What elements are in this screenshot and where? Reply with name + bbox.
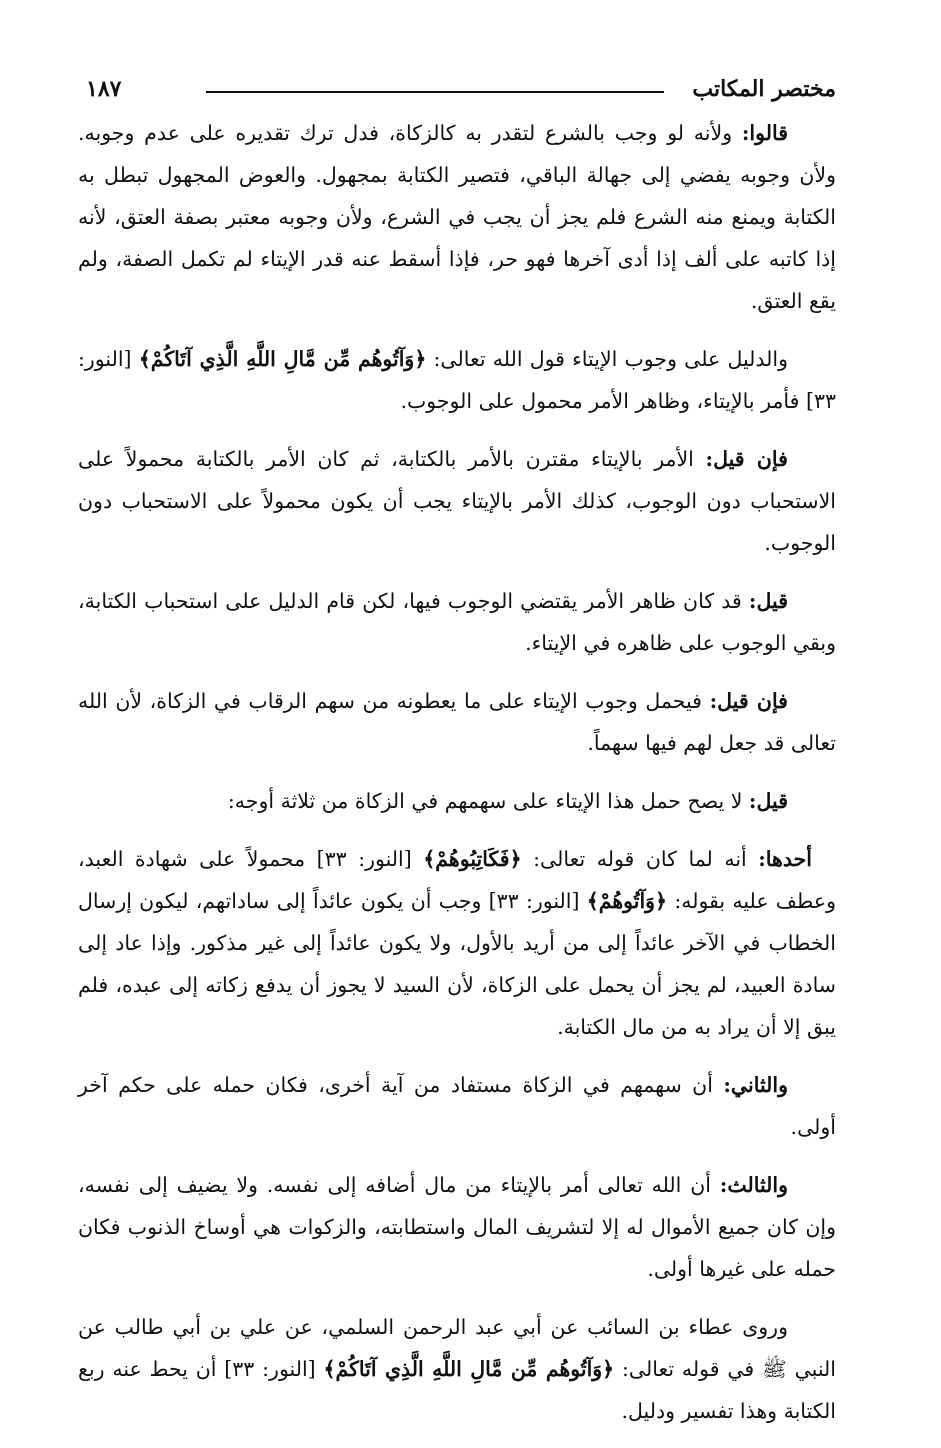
- running-title: مختصر المكاتب: [692, 76, 836, 102]
- paragraph-text: أن الله تعالى أمر بالإيتاء من مال أضافه إلى نفسه. ولا يضيف إلى نفسه، وإن كان جميع الأموال له إلا لتشريف المال واستطابته، والزكوات هي أوساخ الذنوب فكان حمله على غيرها أولى.: [78, 1173, 836, 1281]
- paragraph-lead: والثاني:: [723, 1073, 788, 1097]
- paragraph: [78, 838, 836, 1048]
- paragraph: [78, 580, 836, 664]
- page-header: [78, 72, 836, 106]
- paragraph-text: قد كان ظاهر الأمر يقتضي الوجوب فيها، لكن قام الدليل على استحباب الكتابة، وبقي الوجوب على ظاهره في الإيتاء.: [78, 589, 836, 655]
- paragraph-lead: أحدها:: [758, 847, 812, 871]
- paragraph-text: [النور: ٣٣] محمولاً على شهادة العبد، وعطف عليه بقوله:: [78, 847, 836, 913]
- paragraph: [78, 112, 836, 322]
- quran-quote: ﴿وَآتُوهُم مِّن مَّالِ اللَّهِ الَّذِي آتَاكُمْ﴾: [138, 347, 427, 371]
- paragraph-lead: قيل:: [748, 589, 788, 613]
- paragraph-text: ولأنه لو وجب بالشرع لتقدر به كالزكاة، فدل ترك تقديره على عدم وجوبه. ولأن وجوبه يفضي إلى جهالة الباقي، فتصير الكتابة بمجهول. والعوض المجهول تبطل به الكتابة ويمنع منه الشرع فلم يجز أن يجب في الشرع، ولأن وجوبه معتبر بصفة العتق، لأنه إذا كاتبه على ألف إذا أدى آخرها فهو حر، فإذا أسقط عنه قدر الإيتاء لم تكمل الصفة، ولم يقع العتق.: [78, 121, 836, 313]
- paragraph-lead: قالوا:: [741, 121, 788, 145]
- paragraph: [78, 338, 836, 422]
- paragraph-text: والدليل على وجوب الإيتاء قول الله تعالى:: [426, 347, 789, 371]
- paragraph: [78, 680, 836, 764]
- paragraph-text: الأمر بالإيتاء مقترن بالأمر بالكتابة، ثم كان الأمر بالكتابة محمولاً على الاستحباب دون الوجوب، كذلك الأمر بالإيتاء يجب أن يكون محمولاً على الاستحباب دون الوجوب.: [78, 447, 836, 555]
- paragraph-lead: فإن قيل:: [709, 689, 788, 713]
- paragraph-text: [النور: ٣٣] فأمر بالإيتاء، وظاهر الأمر محمول على الوجوب.: [78, 347, 836, 413]
- paragraph-text: [النور: ٣٣] أن يحط عنه ربع الكتابة وهذا تفسير ودليل.: [78, 1357, 836, 1423]
- paragraph-text: لا يصح حمل هذا الإيتاء على سهمهم في الزكاة من ثلاثة أوجه:: [227, 789, 749, 813]
- paragraph: [78, 438, 836, 564]
- paragraph-lead: والثالث:: [719, 1173, 788, 1197]
- paragraph-text: أنه لما كان قوله تعالى:: [521, 847, 759, 871]
- quran-quote: ﴿وَآتُوهُمْ﴾: [586, 889, 668, 913]
- page-body: [78, 112, 836, 1448]
- paragraph-lead: قيل:: [748, 789, 788, 813]
- paragraph-text: أن سهمهم في الزكاة مستفاد من آية أخرى، فكان حمله على حكم آخر أولى.: [78, 1073, 836, 1139]
- page-number: ١٨٧: [86, 76, 122, 102]
- paragraph: [78, 1064, 836, 1148]
- quran-quote: ﴿فَكَاتِبُوهُمْ﴾: [423, 847, 522, 871]
- paragraph-text: [النور: ٣٣] وجب أن يكون عائداً إلى ساداتهم، ليكون إرسال الخطاب في الآخر عائداً إلى من أريد بالأول، ولا يكون عائداً إلى غير مذكور. وإذا عاد إلى سادة العبيد، لم يجز أن يحمل على الزكاة، لأن السيد لا يجوز أن يدفع زكاته إلى عبده، فلم يبق إلا أن يراد به من مال الكتابة.: [78, 889, 836, 1039]
- paragraph-text: فيحمل وجوب الإيتاء على ما يعطونه من سهم الرقاب في الزكاة، لأن الله تعالى قد جعل لهم فيها سهماً.: [78, 689, 836, 755]
- paragraph: [78, 780, 836, 822]
- paragraph-text: وروى عطاء بن السائب عن أبي عبد الرحمن السلمي، عن علي بن أبي طالب عن النبي ﷺ في قوله تعالى:: [78, 1315, 836, 1381]
- header-rule: [206, 91, 664, 93]
- paragraph: [78, 1164, 836, 1290]
- paragraph-lead: فإن قيل:: [705, 447, 788, 471]
- paragraph: [78, 1306, 836, 1432]
- quran-quote: ﴿وَآتُوهُم مِّن مَّالِ اللَّهِ الَّذِي آتَاكُمْ﴾: [323, 1357, 615, 1381]
